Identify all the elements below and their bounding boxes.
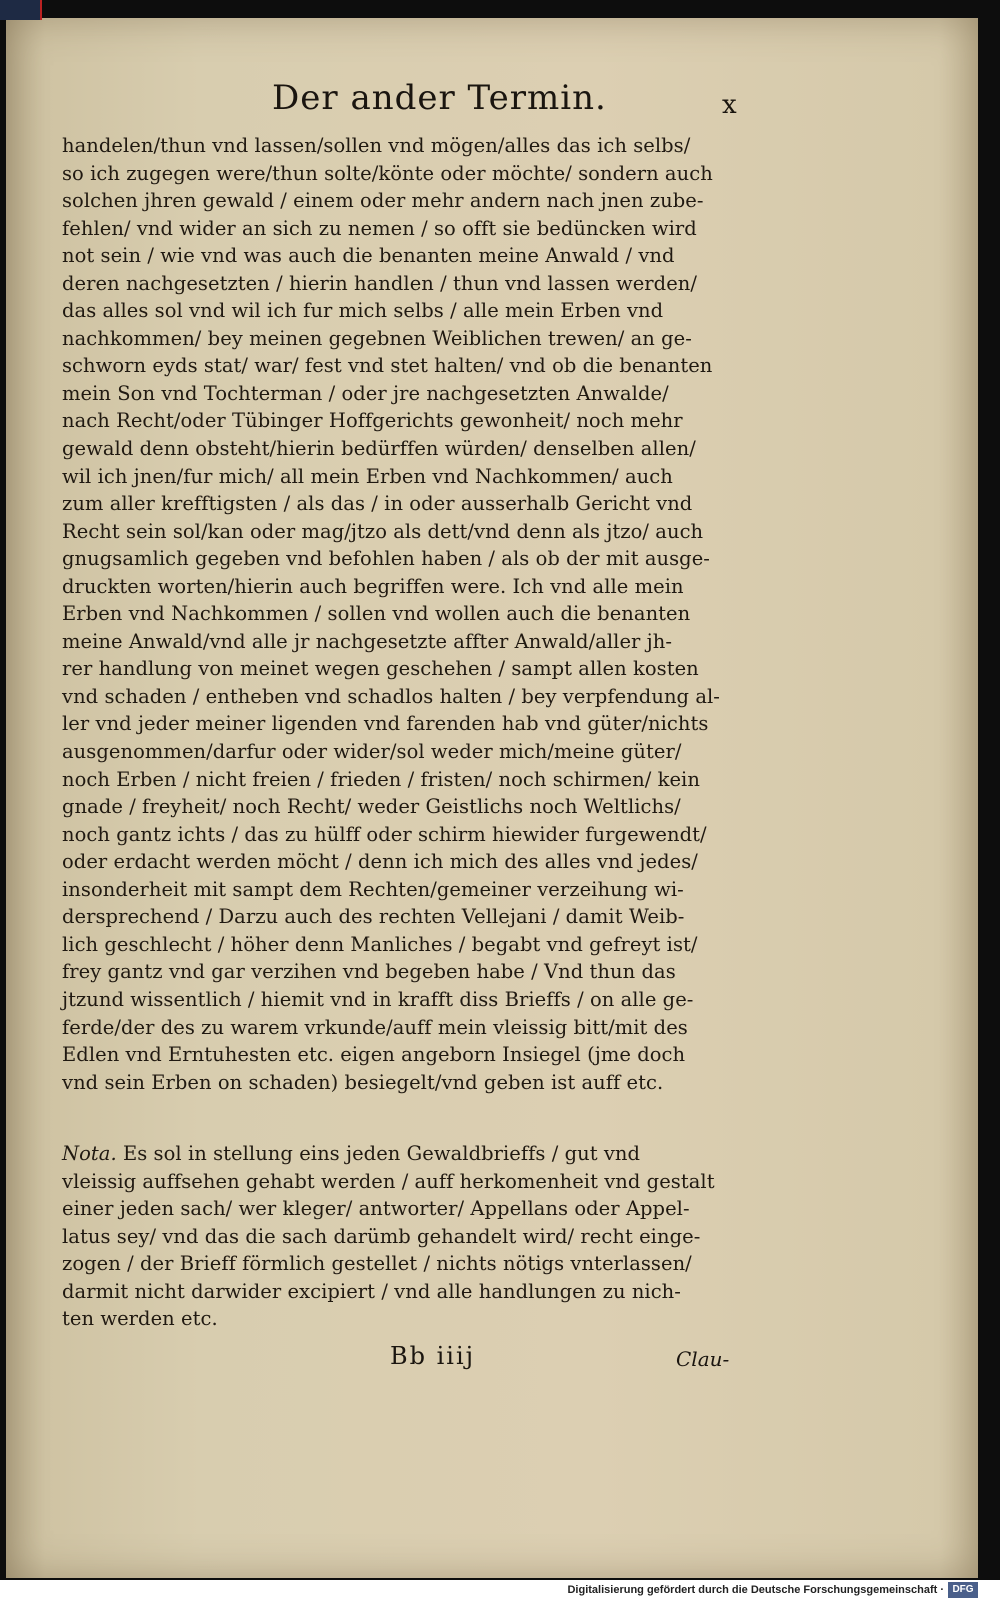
- text-line: so ich zugegen were/thun solte/könte oder möchte/ sondern auch: [62, 161, 713, 185]
- nota-line: einer jeden sach/ wer kleger/ antworter/ Appellans oder Appel-: [62, 1197, 690, 1221]
- text-line: zum aller krefftigsten / als das / in oder ausserhalb Gericht vnd: [62, 492, 693, 516]
- text-line: vnd sein Erben on schaden) besiegelt/vnd geben ist auff etc.: [62, 1070, 664, 1094]
- text-line: deren nachgesetzten / hierin handlen / thun vnd lassen werden/: [62, 271, 698, 295]
- nota-paragraph: [62, 1140, 742, 1333]
- body-text: [62, 132, 742, 1096]
- text-line: gnade / freyheit/ noch Recht/ weder Geistlichs noch Weltlichs/: [62, 795, 681, 819]
- text-line: dersprechend / Darzu auch des rechten Vellejani / damit Weib-: [62, 905, 685, 929]
- nota-line: ten werden etc.: [62, 1307, 218, 1331]
- text-line: das alles sol vnd wil ich fur mich selbs / alle mein Erben vnd: [62, 299, 664, 323]
- text-line: ler vnd jeder meiner ligenden vnd farenden hab vnd güter/nichts: [62, 712, 709, 736]
- scan-corner-marker: [0, 0, 42, 20]
- text-line: not sein / wie vnd was auch die benanten meine Anwald / vnd: [62, 244, 675, 268]
- text-line: ausgenommen/darfur oder wider/sol weder mich/meine güter/: [62, 740, 682, 764]
- text-line: schworn eyds stat/ war/ fest vnd stet halten/ vnd ob die benanten: [62, 354, 713, 378]
- text-line: handelen/thun vnd lassen/sollen vnd mögen/alles das ich selbs/: [62, 134, 691, 157]
- nota-line: darmit nicht darwider excipiert / vnd alle handlungen zu nich-: [62, 1279, 681, 1303]
- text-line: noch Erben / nicht freien / frieden / fristen/ noch schirmen/ kein: [62, 767, 700, 791]
- text-line: fehlen/ vnd wider an sich zu nemen / so offt sie bedüncken wird: [62, 216, 697, 240]
- digitization-credit: Digitalisierung gefördert durch die Deutsche Forschungsgemeinschaft ·: [567, 1584, 944, 1596]
- text-line: Edlen vnd Erntuhesten etc. eigen angeborn Insiegel (jme doch: [62, 1043, 686, 1067]
- text-line: oder erdacht werden möcht / denn ich mich des alles vnd jedes/: [62, 850, 698, 874]
- nota-first-line-text: Es sol in stellung eins jeden Gewaldbrieffs / gut vnd: [116, 1142, 641, 1165]
- folio-number: x: [722, 90, 737, 120]
- text-line: gnugsamlich gegeben vnd befohlen haben / als ob der mit ausge-: [62, 547, 710, 571]
- text-line: frey gantz vnd gar verzihen vnd begeben habe / Vnd thun das: [62, 960, 676, 984]
- text-line: druckten worten/hierin auch begriffen were. Ich vnd alle mein: [62, 574, 684, 598]
- nota-line: latus sey/ vnd das die sach darümb gehandelt wird/ recht einge-: [62, 1224, 701, 1248]
- nota-label: Nota.: [62, 1142, 117, 1165]
- text-line: noch gantz ichts / das zu hülff oder schirm hiewider furgewendt/: [62, 822, 707, 846]
- text-line: meine Anwald/vnd alle jr nachgesetzte affter Anwald/aller jh-: [62, 629, 672, 653]
- text-line: rer handlung von meinet wegen geschehen / sampt allen kosten: [62, 657, 699, 681]
- text-line: insonderheit mit sampt dem Rechten/gemeiner verzeihung wi-: [62, 877, 684, 901]
- text-line: lich geschlecht / höher denn Manliches / begabt vnd gefreyt ist/: [62, 932, 698, 956]
- text-line: Recht sein sol/kan oder mag/jtzo als dett/vnd denn als jtzo/ auch: [62, 519, 704, 543]
- nota-line: vleissig auffsehen gehabt werden / auff herkomenheit vnd gestalt: [62, 1169, 715, 1193]
- nota-first-line: [62, 1140, 742, 1168]
- dfg-logo: DFG: [948, 1582, 978, 1598]
- text-line: wil ich jnen/fur mich/ all mein Erben vnd Nachkommen/ auch: [62, 464, 673, 488]
- running-head: Der ander Termin.: [272, 78, 607, 118]
- text-line: jtzund wissentlich / hiemit vnd in krafft diss Brieffs / on alle ge-: [62, 987, 694, 1011]
- text-line: nach Recht/oder Tübinger Hoffgerichts gewonheit/ noch mehr: [62, 409, 683, 433]
- text-line: gewald denn obsteht/hierin bedürffen würden/ denselben allen/: [62, 437, 696, 461]
- text-line: mein Son vnd Tochterman / oder jre nachgesetzten Anwalde/: [62, 381, 669, 405]
- text-line: nachkommen/ bey meinen gegebnen Weiblichen trewen/ an ge-: [62, 326, 692, 350]
- signature-mark: Bb iiij: [390, 1342, 476, 1370]
- text-line: solchen jhren gewald / einem oder mehr andern nach jnen zube-: [62, 189, 704, 213]
- text-line: vnd schaden / entheben vnd schadlos halten / bey verpfendung al-: [62, 684, 720, 708]
- text-line: ferde/der des zu warem vrkunde/auff mein vleissig bitt/mit des: [62, 1015, 688, 1039]
- text-line: Erben vnd Nachkommen / sollen vnd wollen auch die benanten: [62, 602, 691, 626]
- nota-line: zogen / der Brieff förmlich gestellet / nichts nötigs vnterlassen/: [62, 1252, 692, 1276]
- catchword: Clau-: [676, 1347, 730, 1371]
